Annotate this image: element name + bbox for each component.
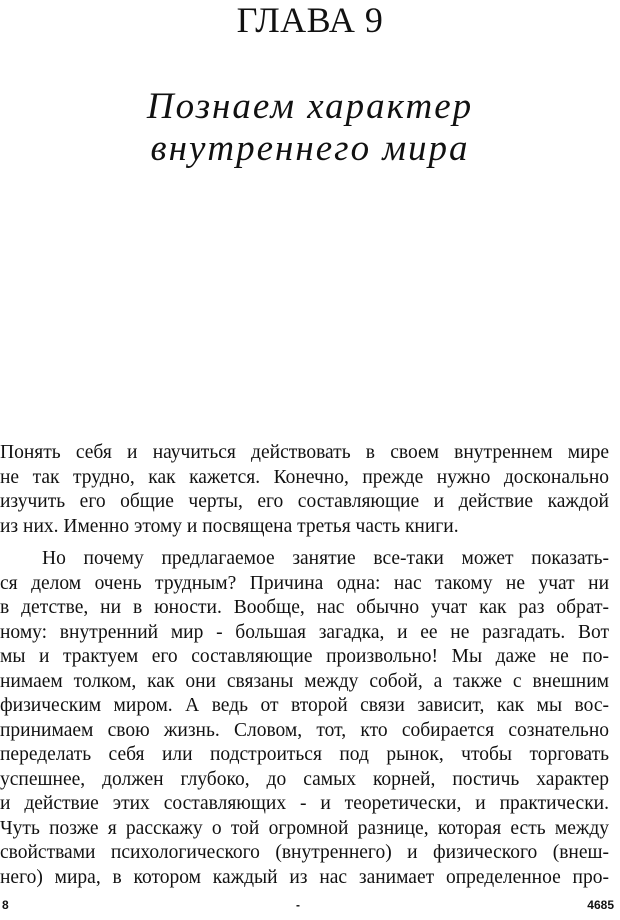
text-line: и действие этих составляющих - и теоретически, и практически. (0, 793, 609, 814)
text-line: переделать себя или подстроиться под рынок, чтобы торговать (0, 744, 609, 765)
text-line: принимаем свою жизнь. Словом, тот, кто собирается сознательно (0, 719, 609, 741)
text-line: Но почему предлагаемое занятие все-таки может показать- (42, 548, 609, 569)
text-line: из них. Именно этому и посвящена третья часть книги. (0, 515, 459, 537)
text-line: успешнее, должен глубоко, до самых корней, постичь характер (0, 768, 609, 790)
text-line: Понять себя и научиться действовать в своем внутреннем мире (0, 442, 609, 463)
text-line: Чуть позже я расскажу о той огромной разнице, которая есть между (0, 817, 609, 839)
text-line: изучить его общие черты, его составляющие и действие каждой (0, 491, 609, 512)
footer-separator: - (296, 898, 300, 912)
body-text (0, 441, 609, 890)
text-line: нимаем толком, как они связаны между собой, а также с внешним (0, 670, 609, 692)
text-line: в детстве, ни в юности. Вообще, нас обычно учат как раз обрат- (0, 597, 609, 618)
paragraph-2 (0, 547, 609, 890)
text-line: мы и трактуем его составляющие произвольно! Мы даже не по- (0, 646, 609, 667)
chapter-title (0, 86, 620, 170)
text-line: ся делом очень трудным? Причина одна: нас такому не учат ни (0, 572, 609, 594)
chapter-label: ГЛАВА 9 (236, 0, 384, 40)
paragraph-1 (0, 441, 609, 539)
chapter-title-line: Познаем характер (146, 86, 474, 127)
text-line: ному: внутренний мир - большая загадка, и ее не разгадать. Вот (0, 621, 609, 643)
text-line: свойствами психологического (внутреннего) и физического (внеш- (0, 842, 609, 863)
text-line: не так трудно, как кажется. Конечно, прежде нужно досконально (0, 466, 609, 488)
text-line: него) мира, в котором каждый из нас занимает определенное про- (0, 866, 609, 888)
chapter-title-line: внутреннего мира (150, 128, 470, 169)
page-number: 8 (2, 898, 9, 912)
text-line: физическим миром. А ведь от второй связи зависит, как мы вос- (0, 695, 609, 716)
page-footer (0, 898, 620, 916)
footer-code: 4685 (587, 898, 614, 912)
